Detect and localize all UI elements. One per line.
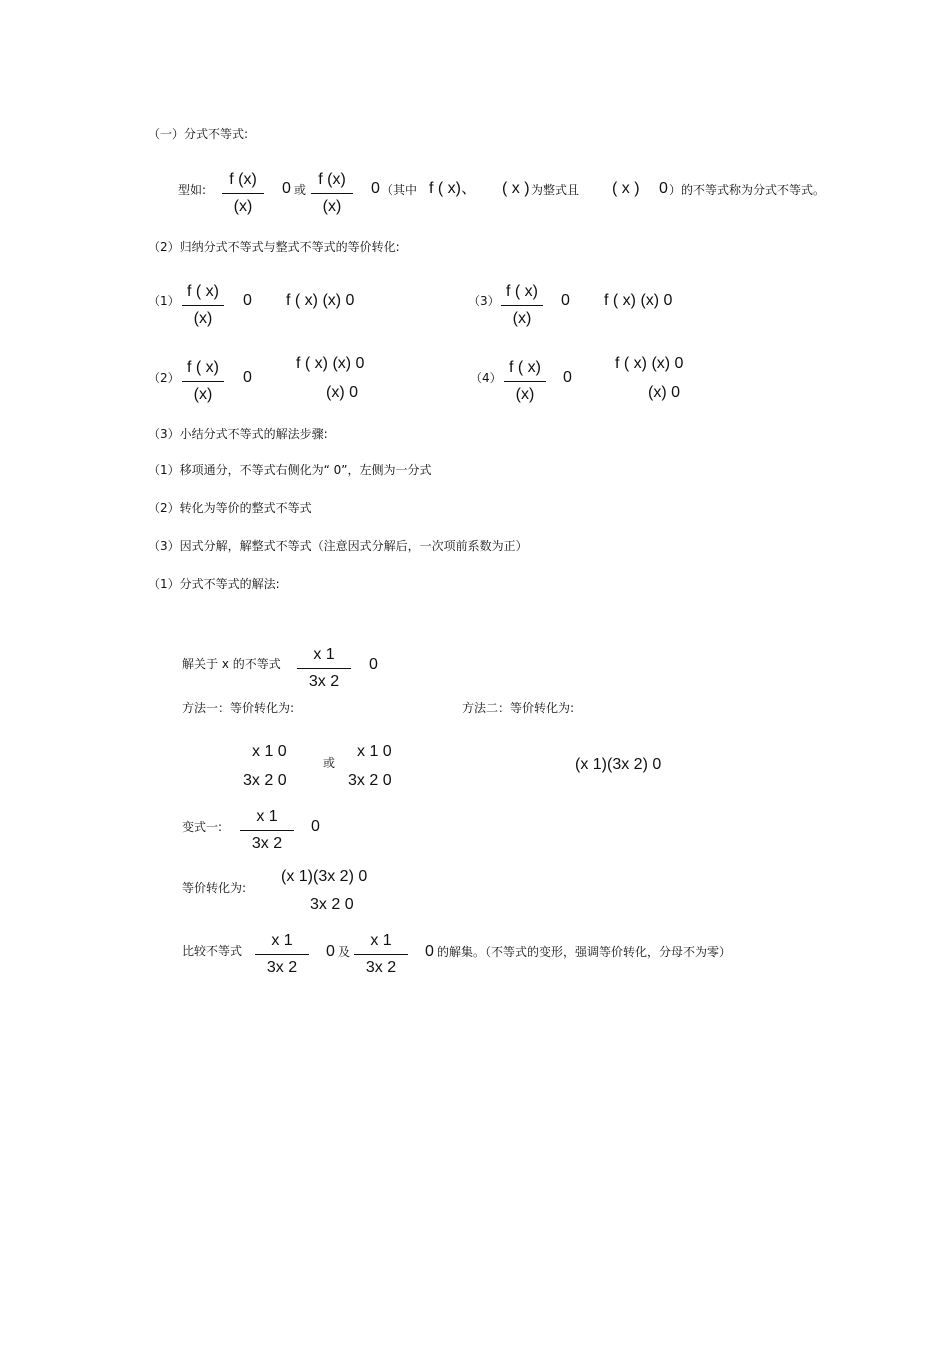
step-1: （1）移项通分，不等式右侧化为“ 0”，左侧为一分式 bbox=[148, 463, 432, 477]
eq1-fraction bbox=[182, 283, 224, 328]
section-title-4: （1）分式不等式的解法: bbox=[148, 577, 280, 591]
px-text-2: ( x ) bbox=[612, 180, 640, 197]
method-1-label: 方法一：等价转化为: bbox=[182, 701, 295, 715]
zero-2: 0 bbox=[371, 180, 380, 197]
px-text: ( x ) bbox=[502, 180, 530, 197]
fraction-bar bbox=[182, 305, 224, 306]
fraction-numerator: f ( x) bbox=[509, 359, 541, 376]
compare-fraction-2 bbox=[354, 932, 408, 977]
compare-prefix: 比较不等式 bbox=[182, 944, 243, 958]
section-title-2: （2）归纳分式不等式与整式不等式的等价转化: bbox=[148, 240, 400, 254]
eq1-zero: 0 bbox=[243, 292, 252, 309]
step-2: （2）转化为等价的整式不等式 bbox=[148, 501, 312, 515]
fraction-numerator: f ( x) bbox=[506, 283, 538, 300]
equiv-line-2: 3x 2 0 bbox=[310, 896, 354, 913]
fraction-denominator: 3x 2 bbox=[308, 673, 340, 690]
method-2-expression: (x 1)(3x 2) 0 bbox=[575, 756, 662, 773]
fraction-numerator: x 1 bbox=[256, 808, 278, 825]
definition-prefix: 型如: bbox=[178, 183, 207, 197]
fraction-denominator: (x) bbox=[515, 386, 535, 403]
eq-label-3: （3） bbox=[468, 294, 500, 308]
eq-label-4: （4） bbox=[470, 371, 502, 385]
section-title-3: （3）小结分式不等式的解法步骤: bbox=[148, 427, 328, 441]
fraction-bar bbox=[311, 193, 353, 194]
fraction-bar bbox=[255, 954, 309, 955]
eq4-zero: 0 bbox=[563, 369, 572, 386]
eq2-zero: 0 bbox=[243, 369, 252, 386]
eq2-condition: (x) 0 bbox=[326, 384, 358, 401]
eq2-product: f ( x) (x) 0 bbox=[296, 355, 365, 372]
fraction-denominator: (x) bbox=[322, 198, 342, 215]
fraction-denominator: (x) bbox=[193, 386, 213, 403]
example-prefix: 解关于 x 的不等式 bbox=[182, 657, 281, 671]
example-fraction bbox=[297, 646, 351, 691]
fraction-numerator: f ( x) bbox=[187, 283, 219, 300]
fx-text: f ( x)、 bbox=[429, 180, 477, 197]
fraction-denominator: (x) bbox=[512, 310, 532, 327]
step-3: （3）因式分解，解整式不等式（注意因式分解后，一次项前系数为正） bbox=[148, 539, 528, 553]
note-b: 为整式且 bbox=[531, 183, 580, 197]
eq4-fraction bbox=[504, 359, 546, 404]
fraction-denominator: 3x 2 bbox=[365, 959, 397, 976]
eq-label-1: （1） bbox=[148, 294, 180, 308]
variant-zero: 0 bbox=[311, 818, 320, 835]
compare-zero-1: 0 bbox=[326, 943, 335, 960]
method-1-row1b: 3x 2 0 bbox=[243, 772, 287, 789]
fraction-denominator: (x) bbox=[233, 198, 253, 215]
fraction-bar bbox=[240, 830, 294, 831]
method-1-or: 或 bbox=[323, 756, 336, 770]
example-zero: 0 bbox=[369, 656, 378, 673]
eq2-fraction bbox=[182, 359, 224, 404]
note-a: （其中 bbox=[381, 183, 418, 197]
fraction-denominator: (x) bbox=[193, 310, 213, 327]
fraction-bar bbox=[182, 381, 224, 382]
fraction-denominator: 3x 2 bbox=[251, 835, 283, 852]
fraction-bar bbox=[504, 381, 546, 382]
compare-fraction-1 bbox=[255, 932, 309, 977]
eq4-condition: (x) 0 bbox=[648, 384, 680, 401]
fraction-denominator: 3x 2 bbox=[266, 959, 298, 976]
variant-fraction bbox=[240, 808, 294, 853]
eq1-product: f ( x) (x) 0 bbox=[286, 292, 355, 309]
variant-label: 变式一: bbox=[182, 820, 223, 834]
equiv-line-1: (x 1)(3x 2) 0 bbox=[281, 868, 368, 885]
eq3-fraction bbox=[501, 283, 543, 328]
fraction-numerator: f (x) bbox=[229, 171, 257, 188]
fraction-bar bbox=[297, 668, 351, 669]
equiv-label: 等价转化为: bbox=[182, 881, 247, 895]
eq4-product: f ( x) (x) 0 bbox=[615, 355, 684, 372]
fraction-bar bbox=[501, 305, 543, 306]
fraction-numerator: x 1 bbox=[370, 932, 392, 949]
method-1-row2b: 3x 2 0 bbox=[348, 772, 392, 789]
fraction-numerator: f ( x) bbox=[187, 359, 219, 376]
eq3-product: f ( x) (x) 0 bbox=[604, 292, 673, 309]
compare-zero-2: 0 bbox=[425, 943, 434, 960]
note-c: ）的不等式称为分式不等式。 bbox=[669, 183, 826, 197]
definition-fraction-1 bbox=[222, 171, 264, 216]
compare-and: 及 bbox=[338, 945, 351, 959]
zero-1: 0 bbox=[282, 180, 291, 197]
eq-label-2: （2） bbox=[148, 371, 180, 385]
fraction-bar bbox=[222, 193, 264, 194]
or-word: 或 bbox=[294, 183, 307, 197]
fraction-bar bbox=[354, 954, 408, 955]
method-1-row2a: x 1 0 bbox=[357, 743, 392, 760]
method-2-label: 方法二：等价转化为: bbox=[462, 701, 575, 715]
fraction-numerator: x 1 bbox=[313, 646, 335, 663]
fraction-numerator: f (x) bbox=[318, 171, 346, 188]
eq3-zero: 0 bbox=[561, 292, 570, 309]
compare-suffix: 的解集。（不等式的变形，强调等价转化，分母不为零） bbox=[437, 945, 732, 959]
zero-3: 0 bbox=[659, 180, 668, 197]
section-title-1: （一）分式不等式: bbox=[148, 127, 249, 141]
definition-fraction-2 bbox=[311, 171, 353, 216]
fraction-numerator: x 1 bbox=[271, 932, 293, 949]
method-1-row1a: x 1 0 bbox=[252, 743, 287, 760]
